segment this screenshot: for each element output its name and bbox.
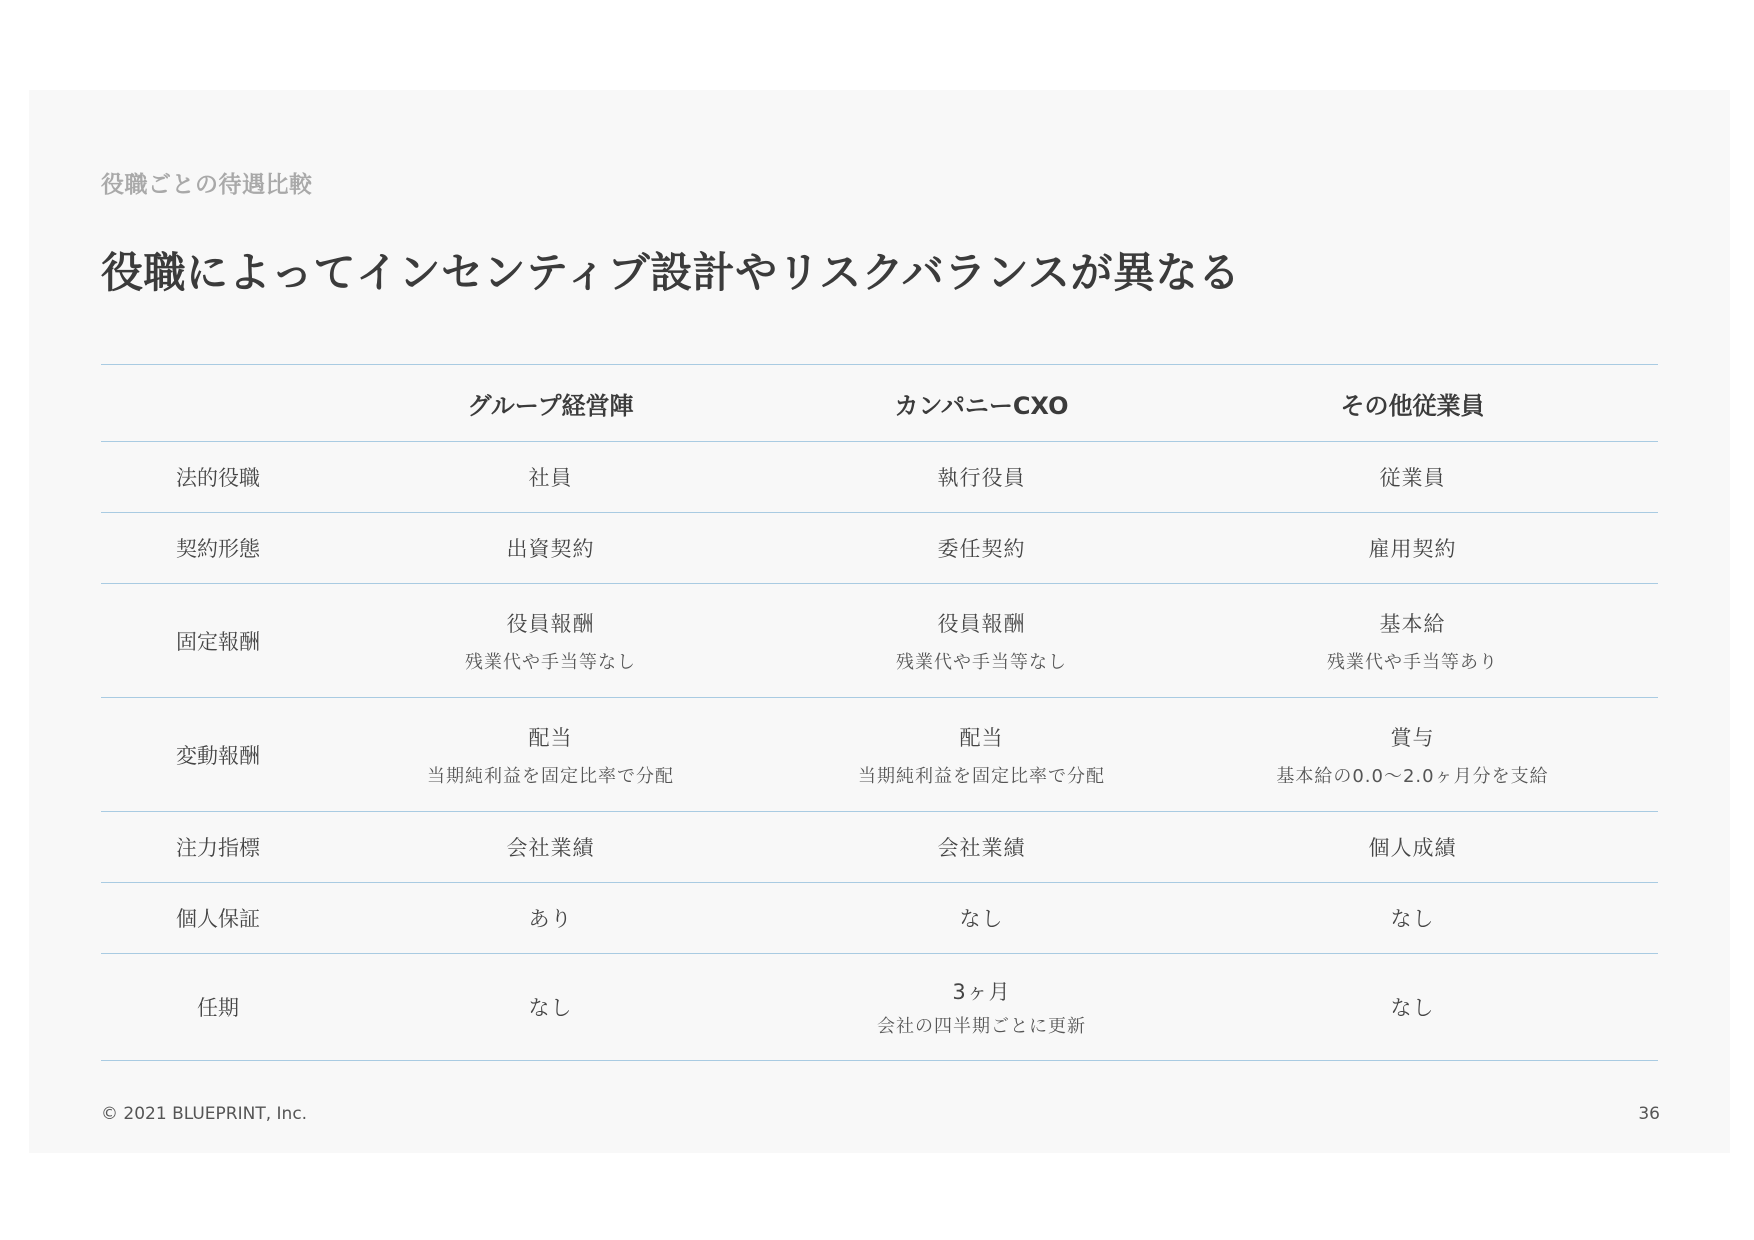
- cell-main-text: なし: [1390, 996, 1435, 1020]
- cell-main-text: 社員: [528, 466, 573, 490]
- header-cell-company-cxo: カンパニーCXO: [894, 391, 1069, 420]
- table-cell: [1197, 533, 1628, 563]
- cell-main-text: あり: [528, 907, 573, 931]
- row-label: 法的役職: [176, 466, 260, 490]
- row-label: 契約形態: [176, 537, 260, 561]
- cell-main-text: 配当: [959, 725, 1004, 750]
- table-cell: [766, 722, 1197, 788]
- table-row: [101, 812, 1658, 883]
- table-row: [101, 584, 1658, 698]
- row-label: 任期: [197, 996, 239, 1020]
- cell-main-text: 従業員: [1379, 466, 1446, 490]
- cell-main-text: 会社業績: [937, 836, 1026, 860]
- cell-main-text: 個人成績: [1368, 836, 1457, 860]
- cell-main-text: 賞与: [1390, 725, 1435, 750]
- cell-sub-text: 当期純利益を固定比率で分配: [858, 765, 1105, 787]
- table-cell: [766, 903, 1197, 933]
- table-cell: [1197, 722, 1628, 788]
- comparison-table: [101, 364, 1658, 1061]
- page-number: 36: [1638, 1104, 1660, 1124]
- table-row: [101, 954, 1658, 1061]
- cell-main-text: 配当: [528, 725, 573, 750]
- table-row: [101, 442, 1658, 513]
- table-cell: [335, 608, 766, 674]
- cell-sub-text: 当期純利益を固定比率で分配: [427, 765, 674, 787]
- table-cell: [1197, 992, 1628, 1022]
- table-cell: [335, 992, 766, 1022]
- cell-main-text: 役員報酬: [937, 611, 1026, 636]
- table-cell: [1197, 608, 1628, 674]
- cell-sub-text: 会社の四半期ごとに更新: [877, 1016, 1086, 1037]
- cell-main-text: 3ヶ月: [952, 980, 1011, 1004]
- table-cell: [335, 722, 766, 788]
- table-cell: [766, 533, 1197, 563]
- cell-main-text: 執行役員: [937, 466, 1026, 490]
- cell-main-text: 役員報酬: [506, 611, 595, 636]
- cell-sub-text: 残業代や手当等あり: [1327, 651, 1498, 673]
- table-cell: [1197, 903, 1628, 933]
- cell-main-text: なし: [1390, 907, 1435, 931]
- slide: [29, 90, 1730, 1153]
- cell-main-text: 基本給: [1379, 611, 1446, 636]
- cell-main-text: 出資契約: [506, 537, 595, 561]
- table-cell: [335, 533, 766, 563]
- table-cell: [1197, 462, 1628, 492]
- section-label: 役職ごとの待遇比較: [101, 172, 313, 198]
- header-cell-group-management: グループ経営陣: [467, 391, 634, 420]
- table-header-row: [101, 365, 1658, 442]
- row-label: 注力指標: [176, 836, 260, 860]
- table-row: [101, 513, 1658, 584]
- cell-main-text: 雇用契約: [1368, 537, 1457, 561]
- table-cell: [1197, 832, 1628, 862]
- table-cell: [335, 903, 766, 933]
- cell-sub-text: 残業代や手当等なし: [465, 651, 636, 673]
- cell-main-text: 会社業績: [506, 836, 595, 860]
- table-row: [101, 698, 1658, 812]
- copyright-footer: © 2021 BLUEPRINT, Inc.: [101, 1104, 308, 1124]
- page-title: 役職によってインセンティブ設計やリスクバランスが異なる: [101, 248, 1241, 297]
- table-row: [101, 883, 1658, 954]
- cell-main-text: 委任契約: [937, 537, 1026, 561]
- cell-sub-text: 基本給の0.0～2.0ヶ月分を支給: [1276, 765, 1549, 787]
- cell-sub-text: 残業代や手当等なし: [896, 651, 1067, 673]
- row-label: 個人保証: [176, 907, 260, 931]
- row-label: 固定報酬: [176, 629, 260, 654]
- table-cell: [766, 462, 1197, 492]
- cell-main-text: なし: [528, 996, 573, 1020]
- row-label: 変動報酬: [176, 743, 260, 768]
- cell-main-text: なし: [959, 907, 1004, 931]
- table-cell: [766, 608, 1197, 674]
- table-cell: [335, 462, 766, 492]
- table-cell: [766, 832, 1197, 862]
- table-cell: [766, 976, 1197, 1038]
- table-cell: [335, 832, 766, 862]
- header-cell-other-employees: その他従業員: [1340, 391, 1485, 420]
